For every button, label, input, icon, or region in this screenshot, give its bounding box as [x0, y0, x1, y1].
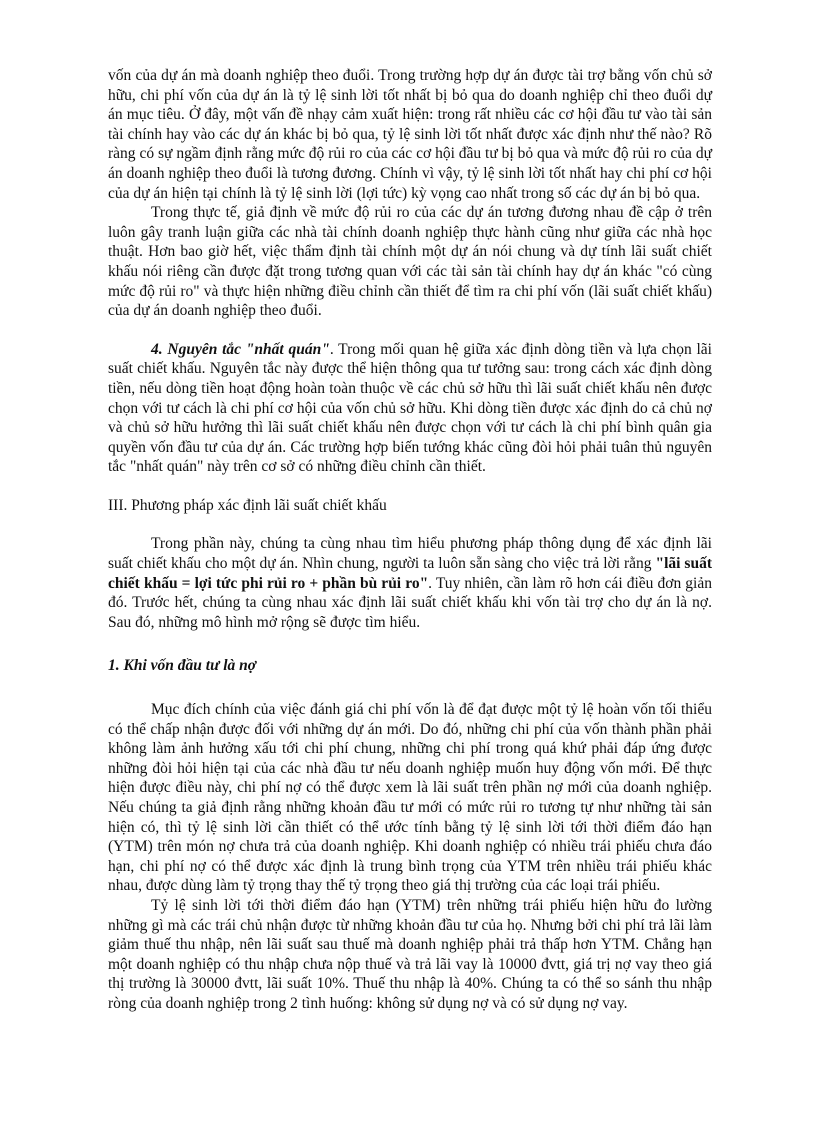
paragraph-method-intro — [108, 534, 712, 632]
method-intro-text-cont: . Tuy nhiên, cần làm rõ hơn cái điều đơn giản đó. Trước hết, chúng ta cùng nhau xác định lãi suất chiết khấu khi vốn tài trợ cho dự án là nợ. Sau đó, những mô hình mở rộng sẽ được tìm hiểu. — [108, 574, 712, 631]
paragraph-risk-assumption: Trong thực tế, giả định về mức độ rủi ro của các dự án tương đương nhau đề cập ở trên luôn gây tranh luận giữa các nhà tài chính doanh nghiệp thực hành cũng như giữa các nhà học thuật. Hơn bao giờ hết, việc thẩm định tài chính một dự án nói chung và dự tính lãi suất chiết khấu nói riêng cần được đặt trong tương quan với các tài sản tài chính hay dự án khác "có cùng mức độ rủi ro" và thực hiện những điều chỉnh cần thiết để tìm ra chi phí vốn (lãi suất chiết khấu) của dự án doanh nghiệp theo đuổi. — [108, 204, 712, 320]
section-heading: III. Phương pháp xác định lãi suất chiết khấu — [108, 496, 387, 514]
principle-title: 4. Nguyên tắc "nhất quán" — [151, 340, 330, 358]
paragraph-cost-of-debt: Mục đích chính của việc đánh giá chi phí vốn là để đạt được một tỷ lệ hoàn vốn tối thiểu có thể chấp nhận được đối với những dự án mới. Do đó, những chi phí của vốn thành phần phải không làm ảnh hưởng xấu tới chi phí chung, những chi phí trong quá khứ phải đáp ứng được những đòi hỏi hiện tại của các nhà đầu tư nếu doanh nghiệp muốn huy động vốn mới. Để thực hiện được điều này, chi phí nợ có thể được xem là lãi suất trên phần nợ mới của doanh nghiệp. Nếu chúng ta giả định rằng những khoản đầu tư mới có mức rủi ro tương tự như những tài sản hiện có, thì tỷ lệ sinh lời cần thiết có thể ước tính bằng tỷ lệ sinh lời tới thời điểm đáo hạn (YTM) trên món nợ chưa trả của doanh nghiệp. Khi doanh nghiệp có nhiều trái phiếu chưa đáo hạn, chi phí nợ có thể được xác định là trung bình trọng của YTM trên nhiều trái phiếu khác nhau, được dùng làm tỷ trọng thay thế tỷ trọng theo giá thị trường của các loại trái phiếu. — [108, 701, 712, 895]
document-page — [108, 66, 712, 1014]
paragraph-ytm: Tỷ lệ sinh lời tới thời điểm đáo hạn (YTM) trên những trái phiếu hiện hữu đo lường những gì mà các trái chủ nhận được từ những khoản đầu tư của họ. Nhưng bởi chi phí trả lãi làm giảm thuế thu nhập, nên lãi suất sau thuế mà doanh nghiệp phải trả thấp hơn YTM. Chẳng hạn một doanh nghiệp có thu nhập chưa nộp thuế và trả lãi vay là 10000 đvtt, giá trị nợ vay theo giá thị trường là 30000 đvtt, lãi suất 10%. Thuế thu nhập là 40%. Chúng ta có thể so sánh thu nhập ròng của doanh nghiệp trong 2 tình huống: không sử dụng nợ và có sử dụng nợ vay. — [108, 896, 712, 1012]
principle-body: . Trong mối quan hệ giữa xác định dòng tiền và lựa chọn lãi suất chiết khấu. Nguyên tắc này được thể hiện thông qua tư tưởng sau: trong cách xác định dòng tiền, nếu dòng tiền hoạt động hoàn toàn thuộc về các chủ sở hữu thì lãi suất chiết khấu nên được chọn với tư cách là chi phí cơ hội của vốn chủ sở hữu. Khi dòng tiền được xác định do cả chủ nợ và chủ sở hữu hưởng thì lãi suất chiết khấu nên được chọn với tư cách là chi phí bình quân gia quyền vốn đầu tư của dự án. Các trường hợp biến tướng khác cũng đòi hỏi phải tuân thủ nguyên tắc "nhất quán" này trên cơ sở có những điều chỉnh cần thiết. — [108, 340, 712, 476]
paragraph-opportunity-cost: vốn của dự án mà doanh nghiệp theo đuổi. Trong trường hợp dự án được tài trợ bằng vốn chủ sở hữu, chi phí vốn của dự án là tỷ lệ sinh lời tốt nhất bị bỏ qua do doanh nghiệp chỉ theo đuổi dự án mục tiêu. Ở đây, một vấn đề nhạy cảm xuất hiện: trong rất nhiều các cơ hội đầu tư vào tài sản tài chính hay vào các dự án khác bị bỏ qua, tỷ lệ sinh lời tốt nhất được xác định như thế nào? Rõ ràng có sự ngầm định rằng mức độ rủi ro của các cơ hội đầu tư bị bỏ qua và mức độ rủi ro của dự án doanh nghiệp theo đuổi là tương đương. Chính vì vậy, tỷ lệ sinh lời tốt nhất hay chi phí cơ hội của dự án hiện tại chính là tỷ lệ sinh lời (lợi tức) kỳ vọng cao nhất trong số các dự án bị bỏ qua. — [108, 67, 712, 202]
subsection-heading-text: 1. Khi vốn đầu tư là nợ — [108, 657, 257, 675]
subsection-heading — [108, 656, 712, 676]
discount-rate-formula: "lãi suất chiết khấu = lợi tức phi rủi ro + phần bù rủi ro" — [108, 555, 712, 592]
method-intro-text: Trong phần này, chúng ta cùng nhau tìm hiểu phương pháp thông dụng để xác định lãi suất chiết khấu cho một dự án. Nhìn chung, người ta luôn sẵn sàng cho việc trả lời rằng — [108, 535, 712, 573]
paragraph-consistency-principle — [108, 340, 712, 477]
